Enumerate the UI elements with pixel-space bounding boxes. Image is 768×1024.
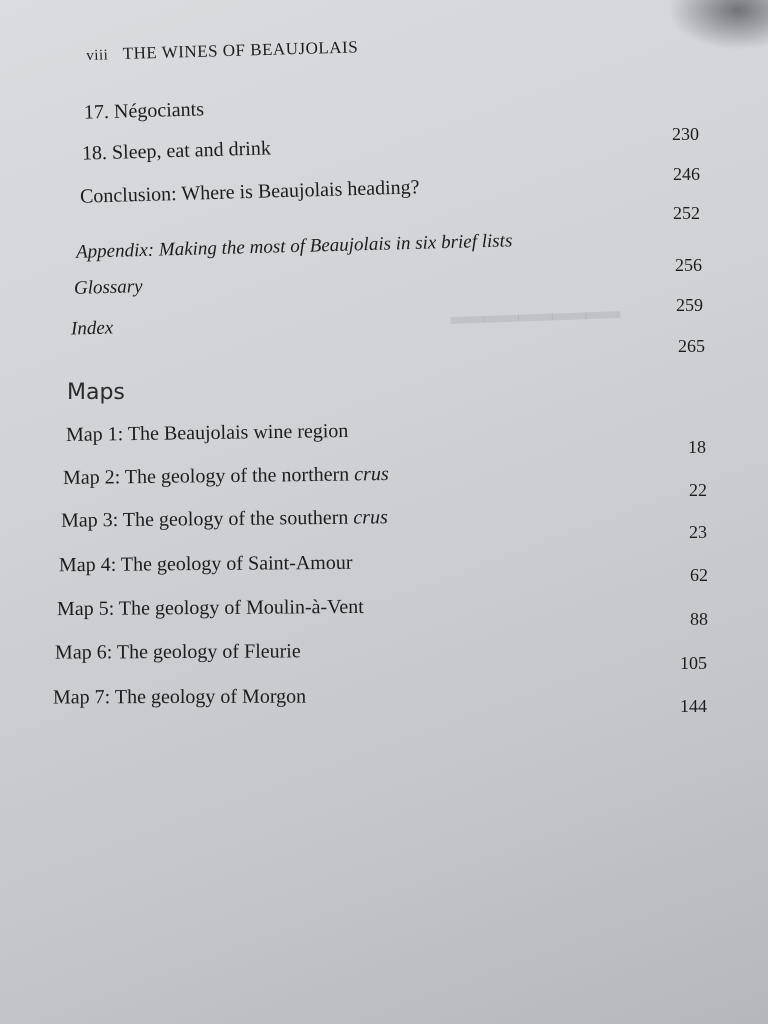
toc-entry-page: 259 [676, 295, 703, 315]
map-entry-page: 22 [689, 480, 707, 500]
toc-entry-title: Glossary [73, 276, 143, 299]
toc-entry-page: 246 [673, 164, 700, 184]
header-page-numeral: viii [86, 47, 109, 64]
toc-entry-page: 265 [678, 336, 705, 356]
map-entry [61, 506, 388, 532]
map-entry [59, 552, 353, 578]
toc-entry-page: 256 [675, 255, 702, 275]
map-entry-title: Map 7: The geology of Morgon [52, 685, 307, 709]
map-entry [53, 686, 306, 710]
toc-entry-title: Index [70, 317, 114, 340]
map-entry-page: 144 [680, 696, 707, 716]
map-entry-title: Map 6: The geology of Fleurie [54, 640, 301, 664]
header-book-title: THE WINES OF BEAUJOLAIS [122, 37, 359, 63]
map-entry-page: 62 [690, 565, 708, 585]
running-header [86, 37, 358, 65]
map-entry-title: Map 4: The geology of Saint-Amour [58, 551, 353, 577]
map-entry-page: 88 [690, 609, 708, 629]
map-entry-title: Map 1: The Beaujolais wine region [65, 420, 349, 446]
toc-entry-title: 17. Négociants [83, 98, 205, 124]
map-entry-title: Map 3: The geology of the southern [60, 506, 354, 532]
map-entry-title-italic: crus [354, 463, 389, 486]
toc-entry-page: 230 [672, 124, 699, 144]
map-entry [63, 463, 389, 490]
maps-heading: Maps [67, 380, 125, 405]
map-entry-title: Map 2: The geology of the northern [62, 463, 355, 489]
bleed-through-shadow: ▁▁▁▁▁ [449, 268, 621, 323]
map-entry [66, 420, 349, 447]
page-corner-shadow [668, 0, 768, 50]
map-entry-page: 105 [680, 653, 707, 673]
map-entry-title-italic: crus [353, 506, 388, 529]
map-entry-title: Map 5: The geology of Moulin-à-Vent [56, 595, 364, 621]
map-entry [55, 640, 301, 664]
toc-entry-page: 252 [673, 203, 700, 223]
map-entry-page: 18 [688, 437, 706, 457]
toc-entry-title: Appendix: Making the most of Beaujolais in six brief lists [75, 230, 513, 263]
map-entry-page: 23 [689, 522, 707, 542]
toc-entry-title: Conclusion: Where is Beaujolais heading? [79, 176, 420, 208]
toc-entry-title: 18. Sleep, eat and drink [81, 137, 272, 165]
map-entry [57, 596, 364, 621]
